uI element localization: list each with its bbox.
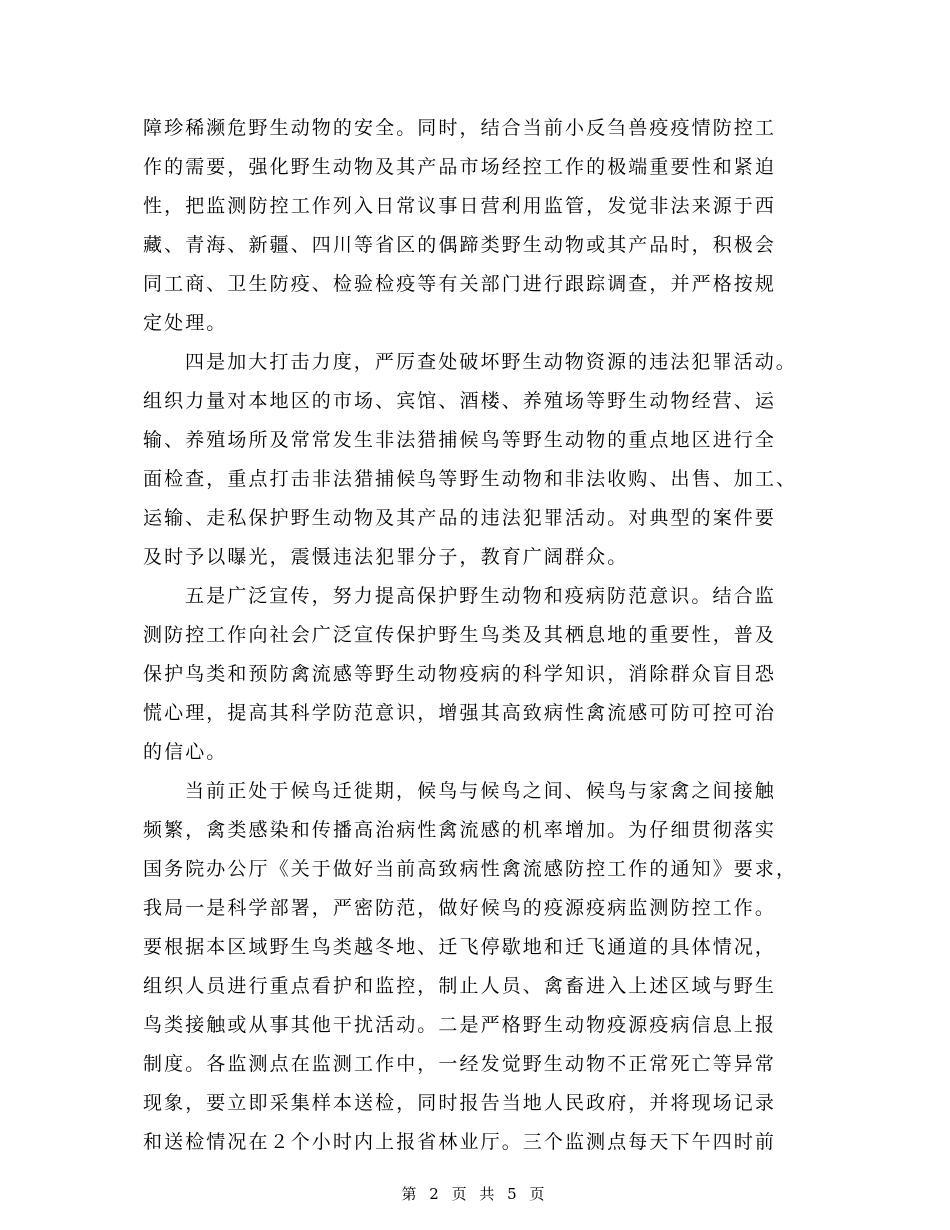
text-line: 国务院办公厅《关于做好当前高致病性禽流感防控工作的通知》要求，	[143, 858, 798, 880]
text-line: 要根据本区域野生鸟类越冬地、迁飞停歇地和迁飞通道的具体情况，	[143, 936, 777, 958]
text-line: 现象，要立即采集样本送检，同时报告当地人民政府，并将现场记录	[143, 1092, 777, 1114]
page-number-footer: 第 2 页 共 5 页	[401, 1185, 549, 1203]
text-line: 障珍稀濒危野生动物的安全。同时，结合当前小反刍兽疫疫情防控工	[143, 117, 777, 139]
text-line: 慌心理，提高其科学防范意识，增强其高致病性禽流感可防可控可治	[143, 702, 777, 724]
text-line: 组织人员进行重点看护和监控，制止人员、禽畜进入上述区域与野生	[143, 975, 777, 997]
text-line: 频繁，禽类感染和传播高治病性禽流感的机率增加。为仔细贯彻落实	[143, 819, 777, 841]
text-line: 运输、走私保护野生动物及其产品的违法犯罪活动。对典型的案件要	[143, 507, 777, 529]
paragraph-start-line: 五是广泛宣传，努力提高保护野生动物和疫病防范意识。结合监	[185, 585, 776, 607]
text-line: 面检查，重点打击非法猎捕候鸟等野生动物和非法收购、出售、加工、	[143, 468, 798, 490]
text-line: 藏、青海、新疆、四川等省区的偶蹄类野生动物或其产品时，积极会	[143, 234, 777, 256]
text-line: 制度。各监测点在监测工作中，一经发觉野生动物不正常死亡等异常	[143, 1053, 777, 1075]
text-line: 保护鸟类和预防禽流感等野生动物疫病的科学知识，消除群众盲目恐	[143, 663, 777, 685]
text-line: 作的需要，强化野生动物及其产品市场经控工作的极端重要性和紧迫	[143, 156, 777, 178]
text-line: 性，把监测防控工作列入日常议事日营利用监管，发觉非法来源于西	[143, 195, 777, 217]
paragraph-start-line: 当前正处于候鸟迁徙期，候鸟与候鸟之间、候鸟与家禽之间接触	[185, 780, 776, 802]
text-line: 的信心。	[143, 741, 228, 763]
text-line: 及时予以曝光，震慑违法犯罪分子，教育广阔群众。	[143, 546, 629, 568]
text-line: 和送检情况在２个小时内上报省林业厅。三个监测点每天下午四时前	[143, 1131, 777, 1153]
text-line: 鸟类接触或从事其他干扰活动。二是严格野生动物疫源疫病信息上报	[143, 1014, 777, 1036]
text-line: 输、养殖场所及常常发生非法猎捕候鸟等野生动物的重点地区进行全	[143, 429, 777, 451]
text-line: 定处理。	[143, 312, 228, 334]
text-line: 我局一是科学部署，严密防范，做好候鸟的疫源疫病监测防控工作。	[143, 897, 777, 919]
text-line: 组织力量对本地区的市场、宾馆、酒楼、养殖场等野生动物经营、运	[143, 390, 777, 412]
text-line: 同工商、卫生防疫、检验检疫等有关部门进行跟踪调查，并严格按规	[143, 273, 777, 295]
paragraph-start-line: 四是加大打击力度，严厉查处破坏野生动物资源的违法犯罪活动。	[185, 351, 797, 373]
text-line: 测防控工作向社会广泛宣传保护野生鸟类及其栖息地的重要性，普及	[143, 624, 777, 646]
